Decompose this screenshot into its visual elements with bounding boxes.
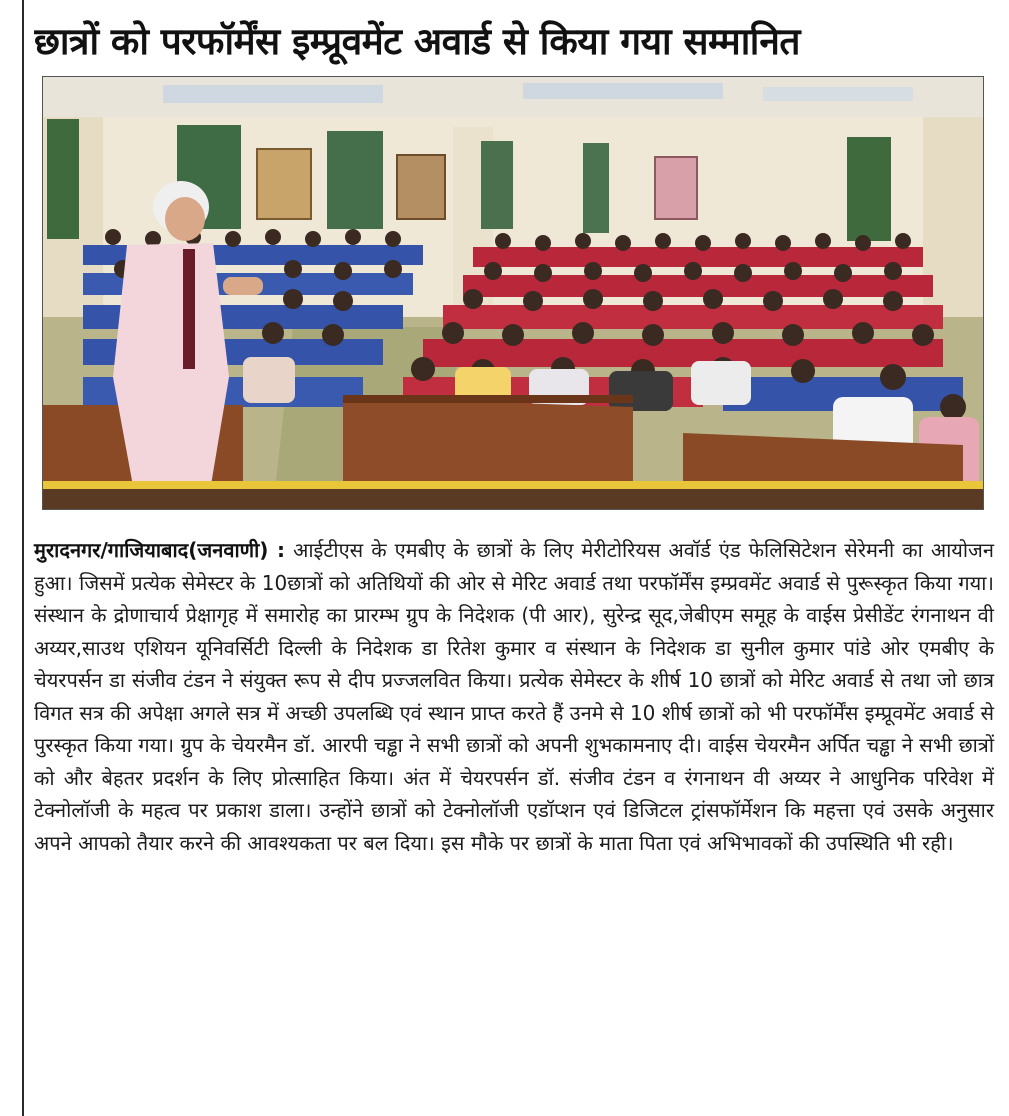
column-rule [22,0,24,1116]
headline: छात्रों को परफॉर्मेंस इम्प्रूवमेंट अवार्ड से किया गया सम्मानित [34,20,800,63]
dateline: मुरादनगर/गाजियाबाद(जनवाणी) : [34,538,286,562]
article-body [34,534,994,859]
auditorium-photo [42,76,984,510]
previous-line-fragment [34,0,594,6]
body-paragraph: आईटीएस के एमबीए के छात्रों के लिए मेरीटोरियस अवॉर्ड एंड फेलिसिटेशन सेरेमनी का आयोजन हुआ। जिसमें प्रत्येक सेमेस्टर के 10छात्रों को अतिथियों की ओर से मेरिट अवार्ड तथा परफॉर्मेंस इम्प्रवमेंट अवार्ड से पुरूस्कृत किया गया। संस्थान के द्रोणाचार्य प्रेक्षागृह में समारोह का प्रारम्भ ग्रुप के निदेशक (पी आर), सुरेन्द्र सूद,जेबीएम समूह के वाईस प्रेसीडेंट रंगनाथन वी अय्यर,साउथ एशियन यूनिवर्सिटी दिल्ली के निदेशक डा रितेश कुमार व संस्थान के निदेशक डा सुनील कुमार पांडे ओर एमबीए के चेयरपर्सन डा संजीव टंडन ने संयुक्त रूप से दीप प्रज्जलवित किया। प्रत्येक सेमेस्टर के शीर्ष 10 छात्रों को मेरिट अवार्ड से तथा जो छात्र विगत सत्र की अपेक्षा अगले सत्र में अच्छी उपलब्धि एवं स्थान प्राप्त करते हैं उनमे से 10 शीर्ष छात्रों को भी परफॉर्मेंस इम्प्रूवमेंट अवार्ड से पुरस्कृत किया गया। ग्रुप के चेयरमैन डॉ. आरपी चड्ढा ने सभी छात्रों को अपनी शुभकामनाए दी। वाईस चेयरमैन अर्पित चड्ढा ने सभी छात्रों को और बेहतर प्रदर्शन के लिए प्रोत्साहित किया। अंत में चेयरपर्सन डॉ. संजीव टंडन व रंगनाथन वी अय्यर ने आधुनिक परिवेश में टेक्नोलॉजी के महत्व पर प्रकाश डाला। उन्होंने छात्रों को टेक्नोलॉजी एडॉप्शन एवं डिजिटल ट्रांसफॉर्मेशन कि महत्ता एवं उसके अनुसार अपने आपको तैयार करने की आवश्यकता पर बल दिया। इस मौके पर छात्रों के माता पिता एवं अभिभावकों की उपस्थिति भी रही। [34,538,995,855]
auditorium-illustration [43,77,983,509]
